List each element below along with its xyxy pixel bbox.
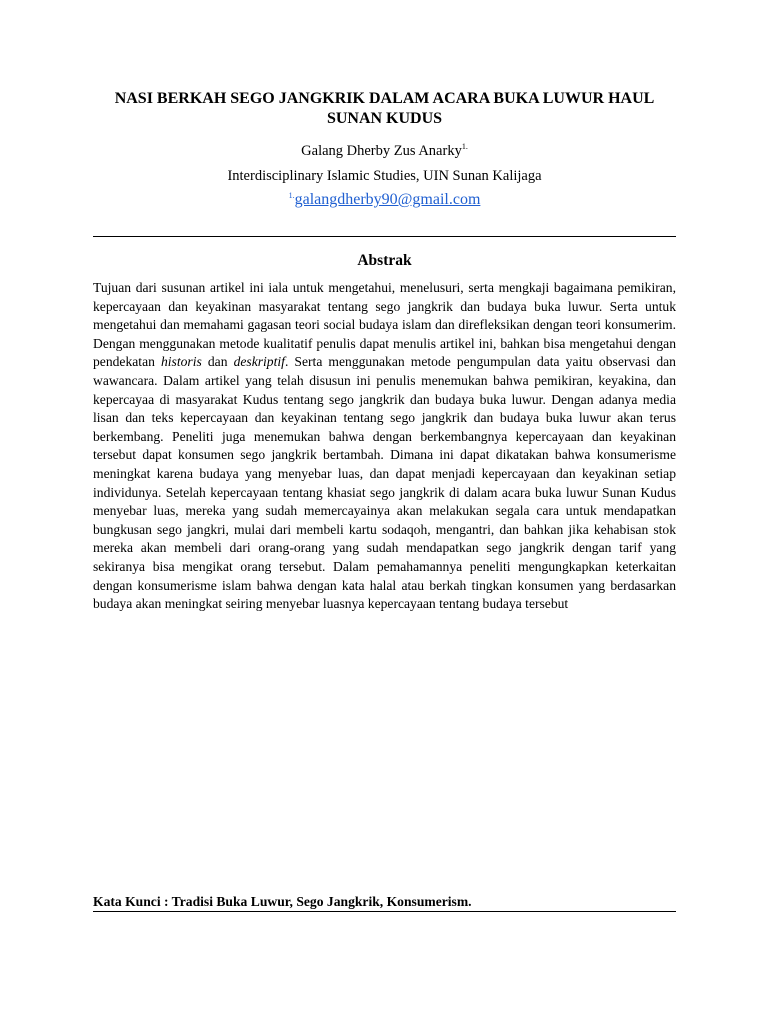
email-marker: 1. bbox=[288, 191, 295, 200]
keywords: Kata Kunci : Tradisi Buka Luwur, Sego Jangkrik, Konsumerism. bbox=[93, 894, 472, 909]
abstract-part-3: . Serta menggunakan metode pengumpulan data yaitu observasi dan wawancara. Dalam artikel yang telah disusun ini penulis menemukan bahwa pemikiran, keyakina, dan kepercayaa di masyarakat Kudus tentang sego jangkrik dan budaya buka luwur. Dengan adanya media lisan dan teks kepercayaan dan keyakinan tentang sego jangkrik dan budaya buka luwur akan terus berkembang. Peneliti juga menemukan bahwa dengan berkembangnya kepercayaan dan keyakinan tersebut dapat konsumen sego jangkrik bertambah. Dimana ini dapat dikatakan bahwa konsumerisme meningkat karena budaya yang menyebar luas, dan dapat menjadi kepercayaan dan keyakinan setiap individunya. Setelah kepercayaan tentang khasiat sego jangkrik di dalam acara buka luwur Sunan Kudus menyebar luas, mereka yang sudah memercayainya akan melakukan segala cara untuk mendapatkan bungkusan sego jangkri, mulai dari membeli kartu sodaqoh, mengantri, dan bahkan jika kehabisan stok mereka akan membeli dari orang-orang yang sudah mendapatkan sego jangkrik dengan tarif yang sekiranya bisa mengikat orang tersebut. Dalam pemahamannya peneliti mengungkapkan keterkaitan dengan konsumerisme islam bahwa dengan kata halal atau berkah tingkan konsumen yang berdasarkan budaya akan meningkat seiring menyebar luasnya kepercayaan tentang budaya tersebut bbox=[93, 354, 676, 612]
author-name: Galang Dherby Zus Anarky bbox=[301, 143, 462, 159]
affiliation: Interdisciplinary Islamic Studies, UIN Sunan Kalijaga bbox=[227, 168, 542, 184]
abstract-text bbox=[93, 279, 676, 614]
email-link[interactable]: galangdherby90@gmail.com bbox=[294, 191, 481, 208]
abstract-part-1: Tujuan dari susunan artikel ini iala untuk mengetahui, menelusuri, serta mengkaji bagaimana pemikiran, kepercayaan dan keyakinan masyarakat tentang sego jangkrik dan budaya buka luwur. Serta untuk mengetahui dan memahami gagasan teori social budaya islam dan direfleksikan dengan teori konsumerim. Dengan menggunakan metode kualitatif penulis dapat menulis artikel ini, bahkan bisa mengetahui dengan pendekatan bbox=[93, 280, 676, 370]
abstract-term-historis: historis bbox=[160, 354, 202, 370]
abstract-heading: Abstrak bbox=[357, 252, 412, 269]
paper-title: NASI BERKAH SEGO JANGKRIK DALAM ACARA BUKA LUWUR HAUL SUNAN KUDUS bbox=[114, 90, 655, 127]
abstract-part-2: dan bbox=[201, 354, 234, 370]
bottom-divider bbox=[93, 911, 676, 912]
author-marker: 1. bbox=[461, 142, 468, 151]
abstract-term-deskriptif: deskriptif bbox=[233, 354, 285, 370]
paper-page bbox=[93, 0, 676, 1024]
top-divider bbox=[93, 236, 676, 237]
author-line bbox=[93, 137, 676, 161]
email-line bbox=[93, 185, 676, 211]
